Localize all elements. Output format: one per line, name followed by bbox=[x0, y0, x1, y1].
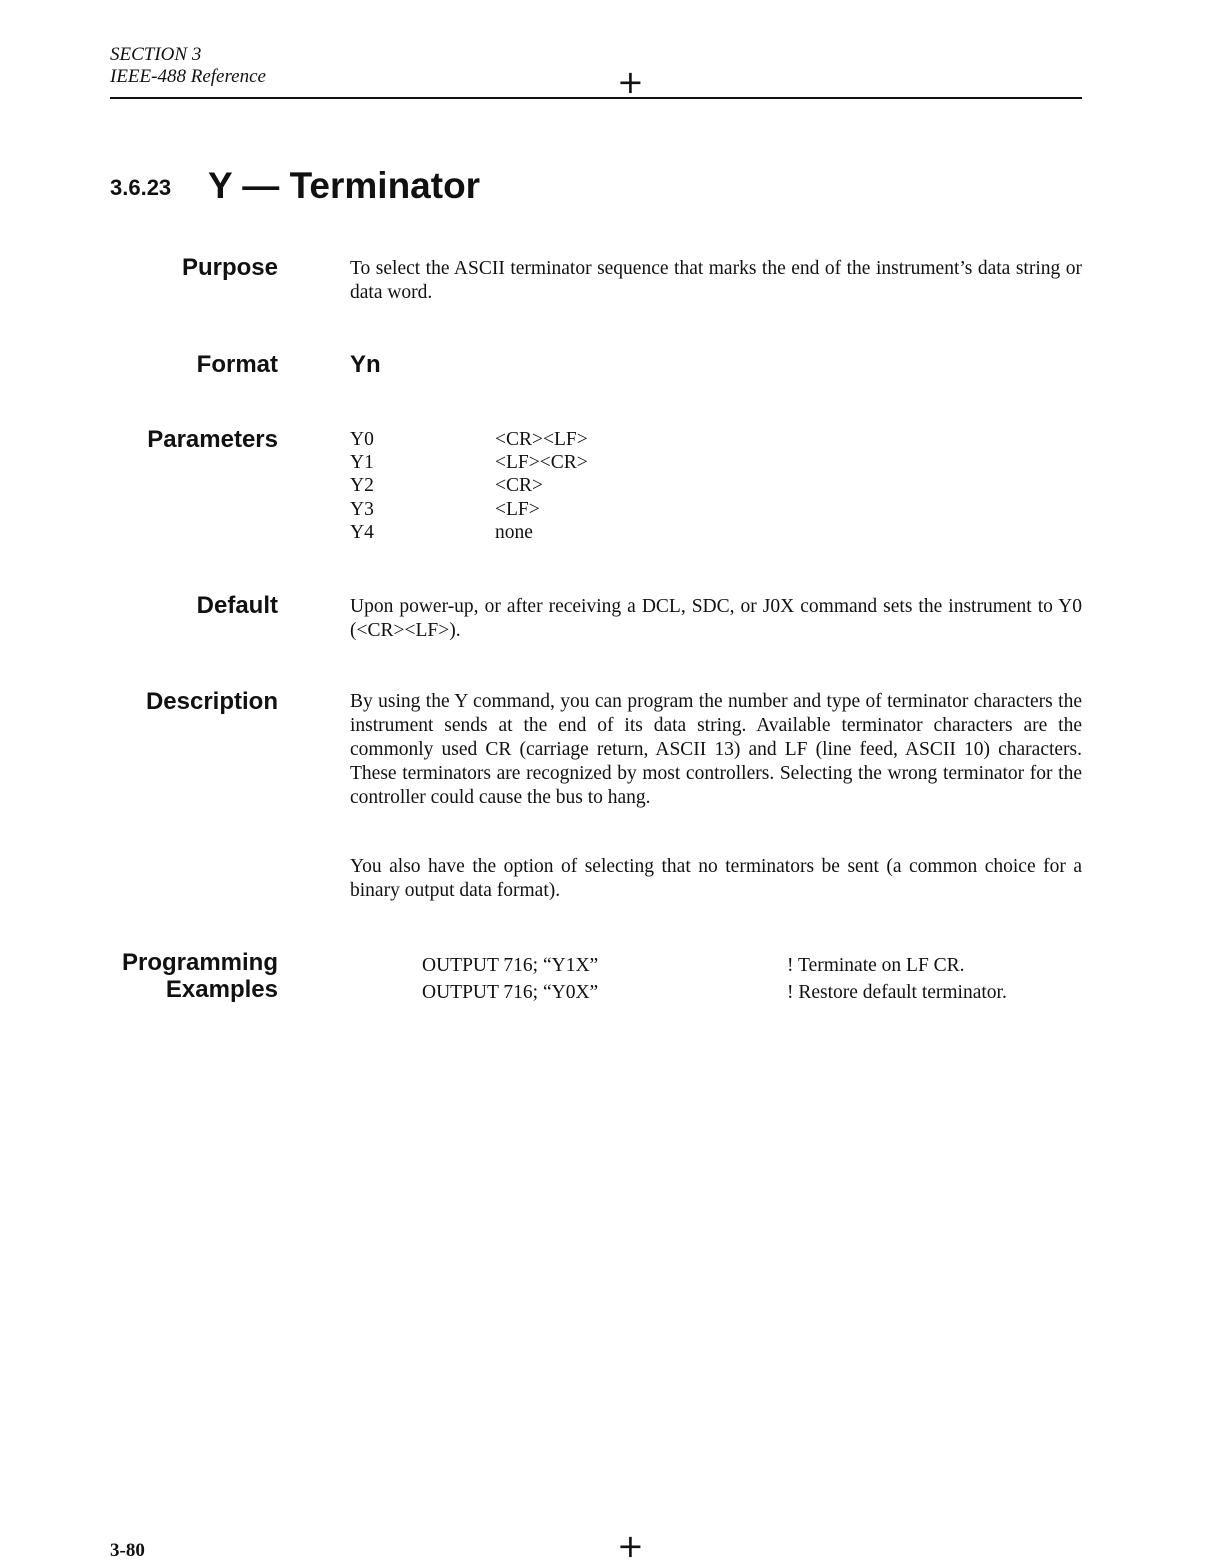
parameter-code: Y0 bbox=[350, 429, 374, 450]
programming-label: Programming bbox=[121, 949, 278, 976]
crop-mark-bottom: + bbox=[617, 1527, 644, 1565]
purpose-text: To select the ASCII terminator sequence that marks the end of the instrument’s data string or data word. bbox=[350, 258, 1082, 303]
parameter-row bbox=[350, 521, 588, 544]
crop-mark-top: + bbox=[617, 63, 644, 101]
parameter-terminator: <CR> bbox=[495, 475, 544, 497]
parameter-terminator: <LF><CR> bbox=[495, 452, 588, 474]
page-number: 3-80 bbox=[110, 1540, 145, 1561]
parameter-row bbox=[350, 474, 588, 497]
section-subtitle: IEEE-488 Reference bbox=[110, 66, 266, 87]
parameters-label: Parameters bbox=[147, 426, 278, 453]
example-comment: ! Restore default terminator. bbox=[787, 982, 1007, 1003]
header-rule bbox=[110, 97, 1082, 99]
page-title: Y — Terminator bbox=[208, 165, 481, 206]
format-code: Yn bbox=[350, 351, 381, 378]
description-label: Description bbox=[145, 688, 278, 715]
example-comment: ! Terminate on LF CR. bbox=[787, 955, 965, 976]
description-paragraph-2: You also have the option of selecting that no terminators be sent (a common choice for a binary output data format). bbox=[350, 856, 1082, 901]
purpose-label: Purpose bbox=[181, 254, 278, 281]
default-label: Default bbox=[196, 592, 278, 619]
parameter-row bbox=[350, 498, 588, 521]
parameters-list bbox=[350, 428, 588, 544]
parameter-code: Y2 bbox=[350, 475, 374, 497]
example-command: OUTPUT 716; “Y1X” bbox=[422, 955, 599, 976]
description-paragraph-1: By using the Y command, you can program the number and type of terminator characters the instrument sends at the end of its data string. Available terminator characters are the commonly used CR (carriage return, ASCII 13) and LF (line feed, ASCII 10) characters. These terminators are recognized by most controllers. Selecting the wrong terminator for the controller could cause the bus to hang. bbox=[350, 691, 1082, 808]
format-label: Format bbox=[196, 351, 278, 378]
parameter-code: Y1 bbox=[350, 452, 374, 474]
parameter-code: Y3 bbox=[350, 498, 374, 520]
example-row bbox=[422, 952, 1007, 979]
parameter-row bbox=[350, 451, 588, 474]
examples-label: Examples bbox=[165, 976, 278, 1003]
parameter-terminator: <LF> bbox=[495, 498, 540, 520]
section-heading: SECTION 3 bbox=[110, 44, 202, 65]
examples-list bbox=[422, 952, 1007, 1006]
parameter-row bbox=[350, 428, 588, 451]
section-number: 3.6.23 bbox=[110, 175, 172, 200]
parameter-terminator: none bbox=[495, 521, 533, 543]
parameter-terminator: <CR><LF> bbox=[495, 429, 588, 450]
example-command: OUTPUT 716; “Y0X” bbox=[422, 982, 599, 1003]
parameter-code: Y4 bbox=[350, 521, 374, 543]
example-row bbox=[422, 979, 1007, 1006]
default-text: Upon power-up, or after receiving a DCL, SDC, or J0X command sets the instrument to Y0 (<CR><LF>). bbox=[350, 596, 1082, 641]
